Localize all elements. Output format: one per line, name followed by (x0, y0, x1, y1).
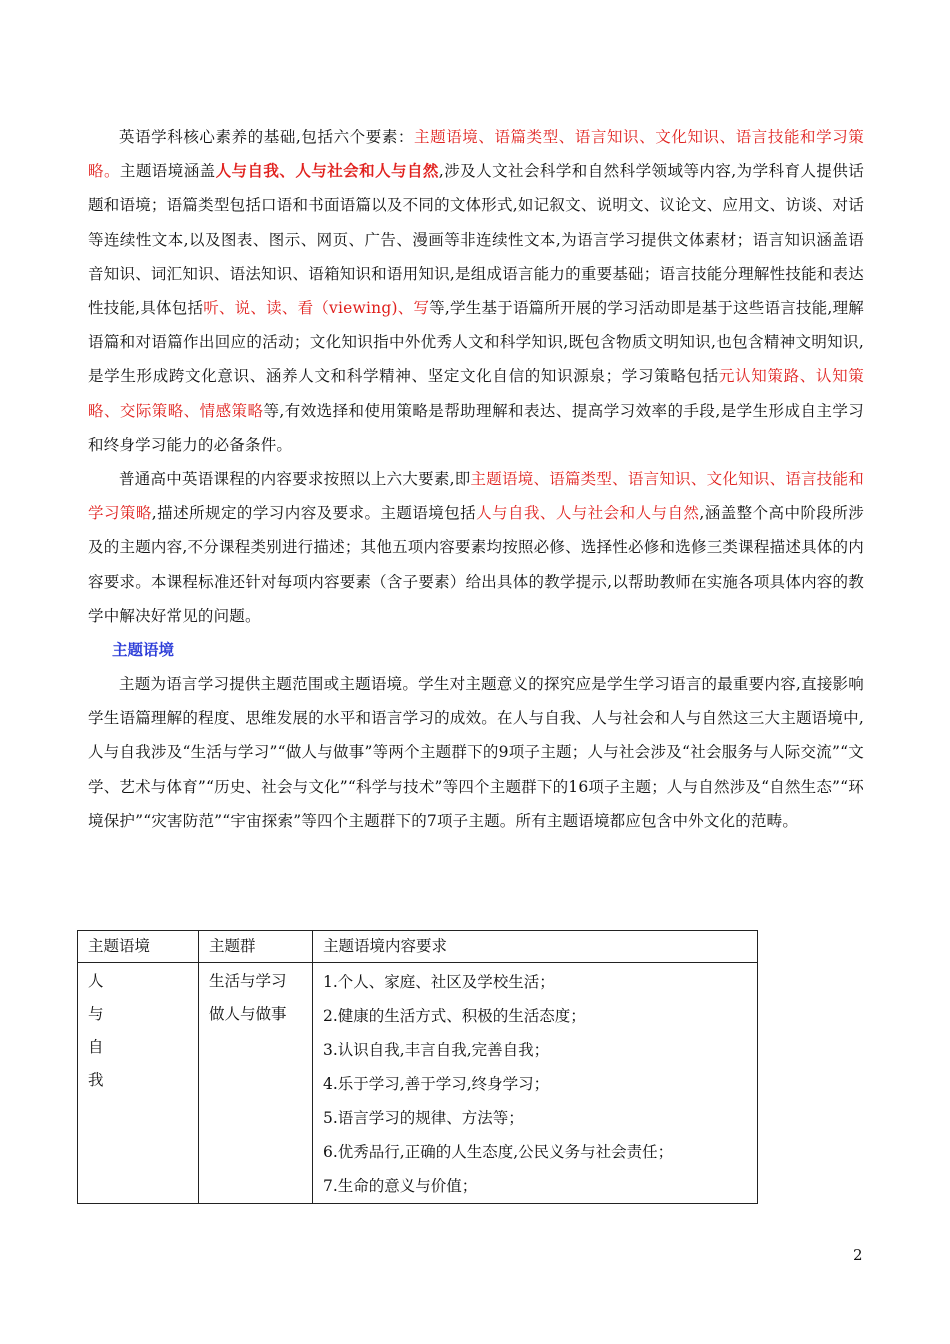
cell-theme-groups (199, 963, 313, 1204)
requirement-item: 2.健康的生活方式、积极的生活态度； (323, 1007, 586, 1025)
requirement-item: 5.语言学习的规律、方法等； (323, 1109, 524, 1127)
requirement-item: 3.认识自我,丰言自我,完善自我； (323, 1041, 550, 1059)
content-body (88, 120, 864, 838)
page-number: 2 (853, 1246, 863, 1264)
context-char: 我 (88, 1071, 104, 1089)
text-segment: 主题语境、语篇类型、语言知识、文化知识、语言技能和学习策略。 (88, 128, 864, 181)
requirement-item: 6.优秀品行,正确的人生态度,公民义务与社会责任； (323, 1143, 674, 1161)
cell-requirements (313, 963, 758, 1204)
requirement-item: 1.个人、家庭、社区及学校生活； (323, 973, 555, 991)
header-content-requirements: 主题语境内容要求 (313, 931, 758, 963)
paragraph-core-literacy (88, 120, 864, 462)
requirement-item: 7.生命的意义与价值； (323, 1177, 478, 1195)
text-segment: 主题语境、语篇类型、语言知识、文化知识、语言技能和学习策略 (88, 470, 864, 523)
context-char: 人 (88, 972, 104, 990)
requirement-item: 4.乐于学习,善于学习,终身学习； (323, 1075, 550, 1093)
header-theme-group: 主题群 (199, 931, 313, 963)
text-segment: 人与自我、人与社会和人与自然 (476, 504, 700, 523)
context-char: 自 (88, 1038, 104, 1056)
paragraph-theme-context (88, 667, 864, 838)
cell-theme-context (78, 963, 199, 1204)
text-segment: 主题语境涵盖 (119, 162, 216, 181)
text-segment: 元认知策路、认知策略、交际策略、情感策略 (88, 367, 864, 420)
text-segment: 人与自我、人与社会和人与自然 (215, 161, 439, 181)
header-theme-context: 主题语境 (78, 931, 199, 963)
theme-group: 做人与做事 (209, 1005, 287, 1023)
theme-group: 生活与学习 (209, 972, 287, 990)
text-segment: ,涉及人文社会科学和自然科学领域等内容,为学科育人提供话题和语境；语篇类型包括口语和书面语篇以及不同的文体形式,如记叙文、说明文、议论文、应用文、访谈、对话等连续性文本,以及图表、图示、网页、广告、漫画等非连续性文本,为语言学习提供文体素材；语言知识涵盖语音知识、词汇知识、语法知识、语箱知识和语用知识,是组成语言能力的重要基础；语言技能分理解性技能和表达性技能,具体包括 (88, 162, 864, 318)
theme-context-table (77, 930, 758, 1204)
text-segment: 英语学科核心素养的基础,包括六个要素： (119, 128, 415, 146)
text-segment: 普通高中英语课程的内容要求按照以上六大要素,即 (119, 470, 471, 489)
paragraph-course-content (88, 462, 864, 633)
text-segment: 等,有效选择和使用策略是帮助理解和表达、提高学习效率的手段,是学生形成自主学习和终身学习能力的必备条件。 (88, 401, 864, 454)
text-segment: 主题为语言学习提供主题范围或主题语境。学生对主题意义的探究应是学生学习语言的最重要内容,直接影响学生语篇理解的程度、思维发展的水平和语言学习的成效。在人与自我、人与社会和人与自然这三大主题语境中,人与自我涉及“生活与学习”“做人与做事”等两个主题群下的9项子主题；人与社会涉及“社会服务与人际交流”“文学、艺术与体育”“历史、社会与文化”“科学与技术”等四个主题群下的16项子主题；人与自然涉及“自然生态”“环境保护”“灾害防范”“宇宙探索”等四个主题群下的7项子主题。所有主题语境都应包含中外文化的范畴。 (88, 675, 864, 830)
text-segment: ,描述所规定的学习内容及要求。主题语境包括 (151, 504, 477, 523)
text-segment: 等,学生基于语篇所开展的学习活动即是基于这些语言技能,理解语篇和对语篇作出回应的活动；文化知识指中外优秀人文和科学知识,既包含物质文明知识,也包含精神文明知识,是学生形成跨文化意识、涵养人文和科学精神、坚定文化自信的知识源泉；学习策略包括 (88, 299, 865, 386)
text-segment: 听、说、读、看（viewing)、写 (203, 299, 430, 318)
table-header-row (78, 931, 758, 963)
table-row (78, 963, 758, 1204)
text-segment: ,涵盖整个高中阶段所涉及的主题内容,不分课程类别进行描述；其他五项内容要素均按照必修、选择性必修和选修三类课程描述具体的内容要求。本课程标准还针对每项内容要素（含子要素）给出具体的教学提示,以帮助教师在实施各项具体内容的教学中解决好常见的问题。 (88, 504, 864, 625)
section-heading: 主题语境 (112, 640, 175, 660)
context-char: 与 (88, 1005, 104, 1023)
